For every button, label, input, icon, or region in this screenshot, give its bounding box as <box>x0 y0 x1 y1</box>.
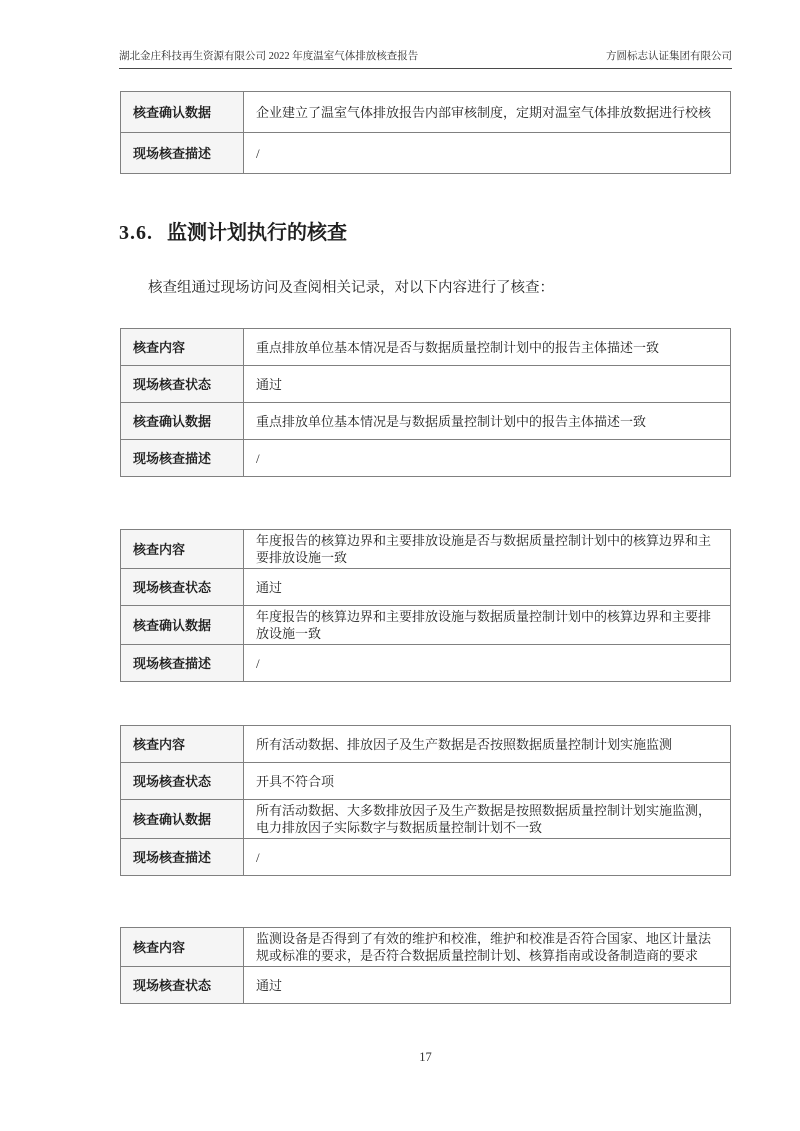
verification-table-report-subject <box>120 328 731 477</box>
row-label-cell: 核查内容 <box>121 530 244 569</box>
row-label-cell: 核查内容 <box>121 329 244 366</box>
row-value-cell: 年度报告的核算边界和主要排放设施与数据质量控制计划中的核算边界和主要排放设施一致 <box>244 606 731 645</box>
section-title: 监测计划执行的核查 <box>167 222 347 244</box>
row-value-cell: 通过 <box>244 967 731 1004</box>
verification-table-accounting-boundary <box>120 529 731 682</box>
row-value-cell: 监测设备是否得到了有效的维护和校准，维护和校准是否符合国家、地区计量法规或标准的要求，是否符合数据质量控制计划、核算指南或设备制造商的要求 <box>244 928 731 967</box>
intro-paragraph: 核查组通过现场访问及查阅相关记录，对以下内容进行了核查： <box>148 280 554 296</box>
table-row <box>121 839 731 876</box>
row-value-cell: 所有活动数据、大多数排放因子及生产数据是按照数据质量控制计划实施监测，电力排放因子实际数字与数据质量控制计划不一致 <box>244 800 731 839</box>
row-value-cell: 重点排放单位基本情况是与数据质量控制计划中的报告主体描述一致 <box>244 403 731 440</box>
page-header <box>119 50 732 69</box>
table-row <box>121 763 731 800</box>
table-row <box>121 726 731 763</box>
verification-table-monitoring-data <box>120 725 731 876</box>
row-label-cell: 核查内容 <box>121 726 244 763</box>
header-company-name: 方圆标志认证集团有限公司 <box>606 51 732 62</box>
row-value-cell: 重点排放单位基本情况是否与数据质量控制计划中的报告主体描述一致 <box>244 329 731 366</box>
page-footer <box>119 1050 732 1065</box>
row-label-cell: 现场核查描述 <box>121 839 244 876</box>
row-value-cell: 所有活动数据、排放因子及生产数据是否按照数据质量控制计划实施监测 <box>244 726 731 763</box>
table-row <box>121 133 731 174</box>
row-value-cell: / <box>244 645 731 682</box>
verification-table-equipment-calibration <box>120 927 731 1004</box>
row-value-cell: 通过 <box>244 366 731 403</box>
table-row <box>121 366 731 403</box>
row-label-cell: 核查内容 <box>121 928 244 967</box>
page-number: 17 <box>419 1050 432 1064</box>
table-row <box>121 928 731 967</box>
row-label-cell: 现场核查状态 <box>121 967 244 1004</box>
table-row <box>121 800 731 839</box>
row-label-cell: 现场核查描述 <box>121 645 244 682</box>
row-label-cell: 现场核查描述 <box>121 133 244 174</box>
row-label-cell: 现场核查状态 <box>121 569 244 606</box>
verification-table-continuation <box>120 91 731 174</box>
row-label-cell: 核查确认数据 <box>121 606 244 645</box>
table-row <box>121 329 731 366</box>
table-row <box>121 606 731 645</box>
row-label-cell: 核查确认数据 <box>121 92 244 133</box>
section-heading <box>119 219 732 247</box>
row-label-cell: 现场核查描述 <box>121 440 244 477</box>
row-value-cell: / <box>244 440 731 477</box>
row-value-cell: 通过 <box>244 569 731 606</box>
row-label-cell: 现场核查状态 <box>121 763 244 800</box>
row-label-cell: 核查确认数据 <box>121 800 244 839</box>
table-row <box>121 440 731 477</box>
table-row <box>121 645 731 682</box>
row-value-cell: 年度报告的核算边界和主要排放设施是否与数据质量控制计划中的核算边界和主要排放设施一致 <box>244 530 731 569</box>
row-value-cell: / <box>244 133 731 174</box>
row-value-cell: 企业建立了温室气体排放报告内部审核制度，定期对温室气体排放数据进行校核 <box>244 92 731 133</box>
table-row <box>121 569 731 606</box>
section-number: 3.6. <box>119 222 153 244</box>
row-label-cell: 核查确认数据 <box>121 403 244 440</box>
row-label-cell: 现场核查状态 <box>121 366 244 403</box>
header-report-title: 湖北金庄科技再生资源有限公司 2022 年度温室气体排放核查报告 <box>119 51 419 62</box>
table-row <box>121 530 731 569</box>
table-row <box>121 403 731 440</box>
table-row <box>121 967 731 1004</box>
table-row <box>121 92 731 133</box>
row-value-cell: 开具不符合项 <box>244 763 731 800</box>
row-value-cell: / <box>244 839 731 876</box>
